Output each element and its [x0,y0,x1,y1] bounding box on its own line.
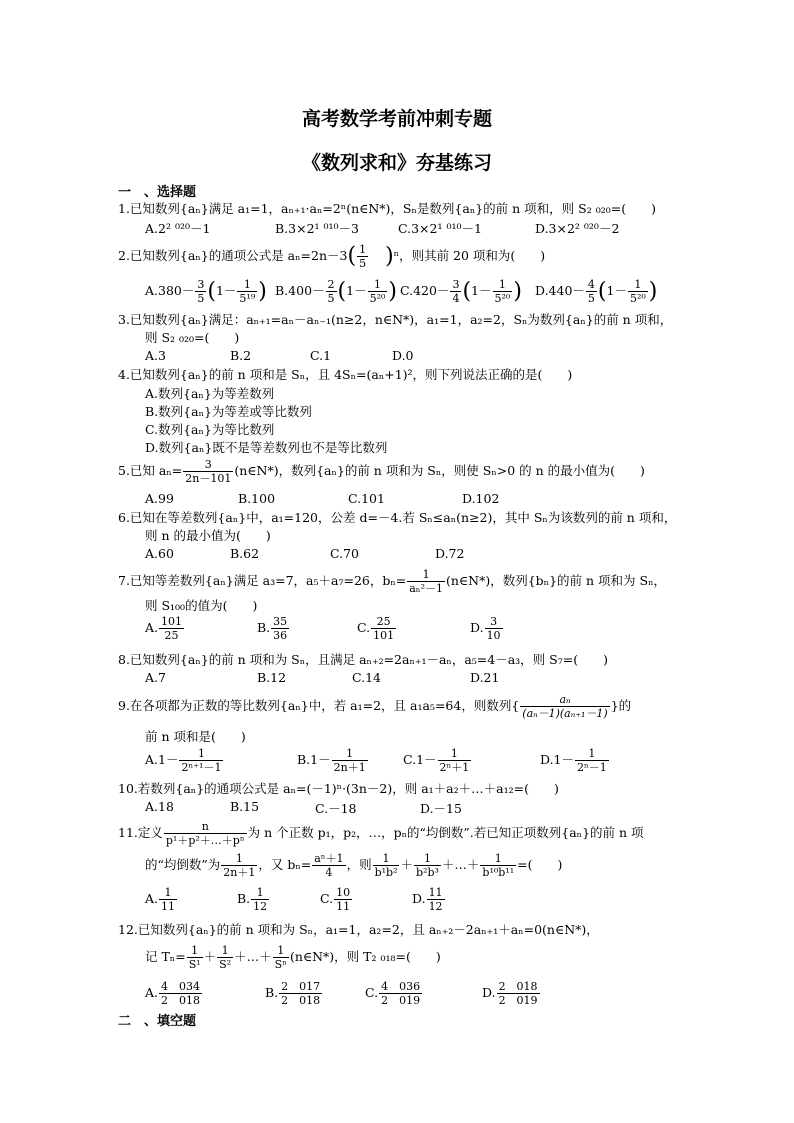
section-heading: 二 、填空题 [118,1014,197,1029]
paren: ( [347,243,357,269]
option-c: C.－18 [315,801,357,816]
section-heading: 一 、选择题 [118,185,197,200]
option-b: B.62 [230,546,260,561]
option-a: A.2² ⁰²⁰－1 [145,221,211,236]
option-c: C.14 [352,670,381,685]
option-b: B.12 [257,670,287,685]
option-d: D.102 [462,491,500,506]
option-a: A.7 [145,670,166,685]
question-stem-cont: 前 n 项和是( ) [145,729,246,744]
question-stem: 1.已知数列{aₙ}满足 a₁=1，aₙ₊₁·aₙ=2ⁿ(n∈N*)，Sₙ是数列{aₙ}的前 n 项和，则 S₂ ₀₂₀=( ) [118,201,656,216]
option-b: B.数列{aₙ}为等差或等比数列 [145,404,312,419]
paren: ) [385,243,394,269]
option-b: B. $\frac{1}{12}$ [237,886,268,913]
question-stem: 9.在各项都为正数的等比数列{aₙ}中，若 a₁=2，且 a₁a₅=64，则数列{ $\frac{\text{aₙ}}{\text{(aₙ－1)(aₙ₊₁－1)}}$ }的 [118,693,632,720]
option-d: D.－15 [420,801,462,816]
question-stem [118,243,545,270]
option-b: B.2 [230,348,252,363]
question-stem-cont: 记 Tₙ= $\frac{1}{\text{S¹}}$ ＋ $\frac{1}{\text{S²}}$ ＋…＋ $\frac{1}{\text{Sⁿ}}$ (n∈N*)，则 T₂ ₀₁₈=( ) [145,944,441,971]
option-c: C.420－ $\frac{3}{4}$ (1－ $\frac{1}{\text{5²⁰}}$ ) [400,278,522,305]
question-stem-cont: 则 S₂ ₀₂₀=( ) [145,330,240,345]
option-c: C.1 [310,348,332,363]
option-d: D.440－ $\frac{4}{5}$ (1－ $\frac{1}{\text{5²⁰}}$ ) [535,278,658,305]
question-stem: 6.已知在等差数列{aₙ}中，a₁=120，公差 d=－4.若 Sₙ≤aₙ(n≥2)，其中 Sₙ为该数列的前 n 项和， [118,510,677,525]
option-d: D.数列{aₙ}既不是等差数列也不是等比数列 [145,440,388,455]
document-subtitle: 《数列求和》夯基练习 [301,152,492,174]
option-b: B. $\frac{35}{36}$ [257,615,288,642]
option-d: D.21 [470,670,500,685]
question-stem-cont: 则 S₁₀₀的值为( ) [145,598,258,613]
question-stem-cont: 的“均倒数”为 $\frac{1}{2n+1}$ ，又 bₙ= $\frac{\text{aⁿ＋1}}{4}$ ，则 $\frac{1}{\text{b¹b²}}$ ＋ $\frac{1}{\text{b²b³}}$ ＋…＋ $\frac{1}{\text{b¹⁰b¹¹}}$ =( ) [145,852,563,879]
option-c: C.70 [330,546,359,561]
option-b: B.3×2¹ ⁰¹⁰－3 [275,221,360,236]
option-c: C.1－ $\frac{1}{\text{2ⁿ＋1}}$ [403,747,470,774]
option-d: D.72 [435,546,465,561]
option-d: D.3×2² ⁰²⁰－2 [535,221,620,236]
question-stem: 10.若数列{aₙ}的通项公式是 aₙ=(－1)ⁿ·(3n－2)，则 a₁＋a₂＋…＋a₁₂=( ) [118,781,559,796]
question-stem: 12.已知数列{aₙ}的前 n 项和为 Sₙ，a₁=1，a₂=2，且 aₙ₊₂－2aₙ₊₁＋aₙ=0(n∈N*)， [118,922,599,937]
option-d: D. $\frac{3}{10}$ [470,615,501,642]
option-d: D.0 [392,348,414,363]
option-c: C.数列{aₙ}为等比数列 [145,422,275,437]
option-a: A.99 [145,491,174,506]
option-a: A.数列{aₙ}为等差数列 [145,386,275,401]
option-c: C.101 [348,491,385,506]
stem-text: 2.已知数列{aₙ}的通项公式是 aₙ=2n－3 [118,248,348,263]
option-c: C. $\frac{4 036}{2 019}$ [365,980,421,1007]
option-a: A.18 [145,799,174,814]
option-c: C.3×2¹ ⁰¹⁰－1 [398,221,482,236]
option-a: A.380－ $\frac{3}{5}$ (1－ $\frac{1}{\text{5¹⁹}}$ ) [145,278,267,305]
option-c: C. $\frac{10}{11}$ [320,886,351,913]
question-stem: 4.已知数列{aₙ}的前 n 项和是 Sₙ，且 4Sₙ=(aₙ+1)²，则下列说法正确的是( ) [118,367,573,382]
question-stem: 3.已知数列{aₙ}满足：aₙ₊₁=aₙ－aₙ₋₁(n≥2，n∈N*)，a₁=1，a₂=2，Sₙ为数列{aₙ}的前 n 项和， [118,312,673,327]
question-stem-cont: 则 n 的最小值为( ) [145,528,271,543]
document-title: 高考数学考前冲刺专题 [301,108,492,130]
option-a: A. $\frac{4 034}{2 018}$ [145,980,201,1007]
option-a: A.1－ $\frac{1}{\text{2ⁿ⁺¹－1}}$ [145,747,222,774]
fraction: $\frac{1}{5}$ [359,243,367,270]
option-a: A.3 [145,348,166,363]
option-d: D.1－ $\frac{1}{\text{2ⁿ－1}}$ [540,747,607,774]
option-b: B.1－ $\frac{1}{2n+1}$ [297,747,366,774]
question-stem: 5.已知 aₙ= $\frac{3}{2n-101}$ (n∈N*)，数列{aₙ}的前 n 项和为 Sₙ，则使 Sₙ>0 的 n 的最小值为( ) [118,458,645,485]
option-b: B.100 [238,491,276,506]
question-stem: 8.已知数列{aₙ}的前 n 项和为 Sₙ，且满足 aₙ₊₂=2aₙ₊₁－aₙ，a₅=4－a₃，则 S₇=( ) [118,652,608,667]
option-d: D. $\frac{2 018}{2 019}$ [482,980,538,1007]
option-c: C. $\frac{25}{101}$ [357,615,395,642]
stem-text: ⁿ，则其前 20 项和为( ) [393,248,546,263]
option-b: B. $\frac{2 017}{2 018}$ [265,980,321,1007]
question-stem: 7.已知等差数列{aₙ}满足 a₃=7，a₅＋a₇=26，bₙ= $\frac{1}{\text{aₙ²－1}}$ (n∈N*)，数列{bₙ}的前 n 项和为 Sₙ， [118,568,666,595]
option-a: A. $\frac{1}{11}$ [145,886,176,913]
option-b: B.400－ $\frac{2}{5}$ (1－ $\frac{1}{\text{5²⁰}}$ ) [275,278,397,305]
option-a: A.60 [145,546,174,561]
option-d: D. $\frac{11}{12}$ [412,886,443,913]
option-a: A. $\frac{101}{25}$ [145,615,183,642]
question-stem: 11.定义 $\frac{n}{\text{p¹＋p²＋…＋pⁿ}}$ 为 n 个正数 p₁，p₂，…，pₙ的“均倒数”.若已知正项数列{aₙ}的前 n 项 [118,820,644,847]
option-b: B.15 [230,799,260,814]
